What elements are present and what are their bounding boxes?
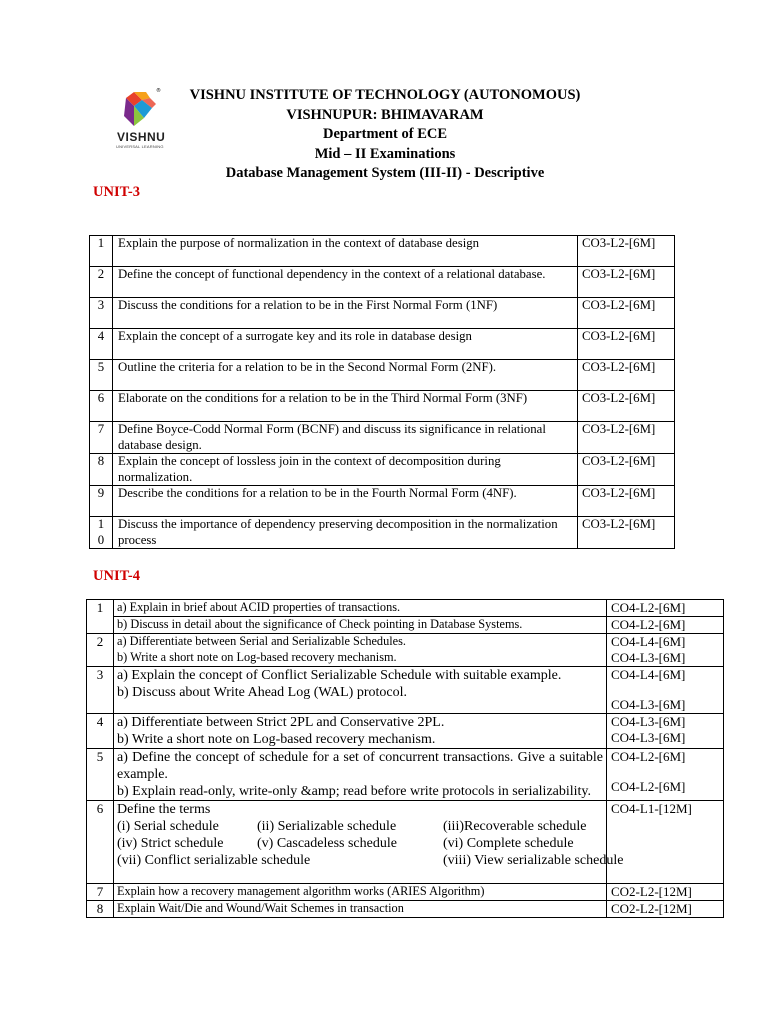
table-row (87, 667, 724, 714)
course-outcome-a: CO4-L2-[6M] (611, 749, 686, 764)
table-row (90, 422, 675, 454)
question-number: 4 (90, 329, 113, 360)
course-outcome-b: CO4-L2-[6M] (611, 779, 686, 794)
course-outcome (607, 634, 724, 667)
question-number: 3 (87, 667, 114, 714)
course-outcome: CO3-L2-[6M] (578, 236, 675, 267)
course-outcome-a: CO4-L4-[6M] (611, 634, 686, 649)
question-text (114, 749, 607, 801)
course-outcome: CO4-L2-[6M] (607, 617, 724, 634)
table-row (87, 617, 724, 634)
term-item: (iii)Recoverable schedule (443, 819, 587, 834)
question-text: Discuss the conditions for a relation to be in the First Normal Form (1NF) (113, 298, 578, 329)
course-outcome (607, 749, 724, 801)
question-text: Elaborate on the conditions for a relation to be in the Third Normal Form (3NF) (113, 391, 578, 422)
question-text: b) Discuss in detail about the significance of Check pointing in Database Systems. (114, 617, 607, 634)
document-header (170, 86, 600, 184)
term-item: (ii) Serializable schedule (257, 819, 397, 834)
question-part-a: a) Explain the concept of Conflict Serializable Schedule with suitable example. (117, 668, 562, 683)
table-row (90, 486, 675, 517)
table-row (87, 901, 724, 918)
question-number: 3 (90, 298, 113, 329)
question-number: 8 (90, 454, 113, 486)
exam-name: Mid – II Examinations (314, 145, 456, 162)
course-outcome-a: CO4-L4-[6M] (611, 667, 686, 682)
table-row (90, 454, 675, 486)
term-item: (i) Serial schedule (117, 819, 219, 834)
question-part-b: b) Write a short note on Log-based recovery mechanism. (117, 649, 397, 664)
question-number: 6 (87, 801, 114, 884)
logo-tagline: UNIVERSAL LEARNING (116, 144, 164, 149)
question-text: Define Boyce-Codd Normal Form (BCNF) and discuss its significance in relational database design. (113, 422, 578, 454)
course-outcome: CO3-L2-[6M] (578, 422, 675, 454)
question-number: 1 (87, 600, 114, 634)
course-outcome (607, 667, 724, 714)
table-row (87, 801, 724, 884)
unit3-title: UNIT-3 (93, 184, 141, 200)
question-text: Outline the criteria for a relation to be in the Second Normal Form (2NF). (113, 360, 578, 391)
course-outcome: CO2-L2-[12M] (607, 884, 724, 901)
subject-name: Database Management System (III-II) - Descriptive (225, 165, 545, 181)
term-item: (vi) Complete schedule (443, 836, 574, 851)
question-part-b: b) Discuss about Write Ahead Log (WAL) protocol. (117, 685, 408, 700)
course-outcome: CO3-L2-[6M] (578, 329, 675, 360)
term-item: (v) Cascadeless schedule (257, 836, 397, 851)
question-text: Discuss the importance of dependency preserving decomposition in the normalization process (113, 517, 578, 549)
question-number: 5 (90, 360, 113, 391)
table-row (90, 360, 675, 391)
course-outcome-a: CO4-L3-[6M] (611, 714, 686, 729)
question-part-a: a) Differentiate between Strict 2PL and Conservative 2PL. (117, 715, 445, 730)
question-part-a: a) Differentiate between Serial and Serializable Schedules. (117, 634, 406, 648)
logo-mark-icon (112, 88, 174, 132)
question-number: 7 (90, 422, 113, 454)
course-outcome-b: CO4-L3-[6M] (611, 697, 686, 712)
course-outcome: CO2-L2-[12M] (607, 901, 724, 918)
question-part-a: a) Define the concept of schedule for a set of concurrent transactions. Give a suitable example. (117, 750, 603, 782)
table-row (90, 517, 675, 549)
table-row (90, 298, 675, 329)
term-item: (iv) Strict schedule (117, 836, 224, 851)
question-text (114, 634, 607, 667)
question-text: Explain the concept of lossless join in the context of decomposition during normalization. (113, 454, 578, 486)
institute-name: VISHNU INSTITUTE OF TECHNOLOGY (AUTONOMOUS) (189, 87, 581, 103)
terms-list (117, 818, 624, 869)
course-outcome: CO3-L2-[6M] (578, 298, 675, 329)
course-outcome: CO3-L2-[6M] (578, 454, 675, 486)
question-number: 8 (87, 901, 114, 918)
course-outcome: CO3-L2-[6M] (578, 517, 675, 549)
question-number: 1 (90, 236, 113, 267)
logo-wordmark: VISHNU (117, 130, 166, 144)
table-row (87, 600, 724, 617)
question-number: 9 (90, 486, 113, 517)
institute-location: VISHNUPUR: BHIMAVARAM (286, 106, 484, 123)
question-text: Explain the purpose of normalization in the context of database design (113, 236, 578, 267)
course-outcome: CO4-L1-[12M] (607, 801, 724, 884)
question-number: 4 (87, 714, 114, 749)
table-row (90, 391, 675, 422)
unit4-title: UNIT-4 (93, 568, 141, 584)
question-number: 5 (87, 749, 114, 801)
question-text: Explain how a recovery management algorithm works (ARIES Algorithm) (114, 884, 607, 901)
question-text: Explain Wait/Die and Wound/Wait Schemes in transaction (114, 901, 607, 918)
registered-mark: ® (156, 88, 161, 94)
department-name: Department of ECE (322, 126, 448, 142)
question-text: a) Explain in brief about ACID properties of transactions. (114, 600, 607, 617)
question-text (114, 801, 624, 884)
table-row (90, 236, 675, 267)
question-part-b: b) Write a short note on Log-based recovery mechanism. (117, 732, 436, 747)
question-text (114, 714, 607, 749)
question-text: Describe the conditions for a relation to be in the Fourth Normal Form (4NF). (113, 486, 578, 517)
table-row (87, 714, 724, 749)
course-outcome: CO3-L2-[6M] (578, 391, 675, 422)
course-outcome: CO3-L2-[6M] (578, 360, 675, 391)
question-text: Explain the concept of a surrogate key and its role in database design (113, 329, 578, 360)
institute-logo (112, 88, 174, 152)
question-number: 10 (90, 517, 113, 549)
question-intro: Define the terms (117, 802, 211, 817)
table-row (90, 329, 675, 360)
unit4-question-table (86, 599, 724, 918)
term-item: (vii) Conflict serializable schedule (117, 853, 311, 868)
unit3-question-table (89, 235, 675, 549)
table-row (87, 634, 724, 667)
course-outcome-b: CO4-L3-[6M] (611, 730, 686, 745)
question-number: 2 (90, 267, 113, 298)
question-number: 2 (87, 634, 114, 667)
table-row (87, 749, 724, 801)
course-outcome: CO4-L2-[6M] (607, 600, 724, 617)
table-row (87, 884, 724, 901)
question-part-b: b) Explain read-only, write-only &amp; read before write protocols in serializability. (117, 784, 592, 799)
course-outcome (607, 714, 724, 749)
question-text (114, 667, 607, 714)
course-outcome-b: CO4-L3-[6M] (611, 650, 686, 665)
question-number: 6 (90, 391, 113, 422)
question-text: Define the concept of functional dependency in the context of a relational database. (113, 267, 578, 298)
question-number: 7 (87, 884, 114, 901)
table-row (90, 267, 675, 298)
term-item: (viii) View serializable schedule (443, 853, 624, 868)
course-outcome: CO3-L2-[6M] (578, 267, 675, 298)
course-outcome: CO3-L2-[6M] (578, 486, 675, 517)
